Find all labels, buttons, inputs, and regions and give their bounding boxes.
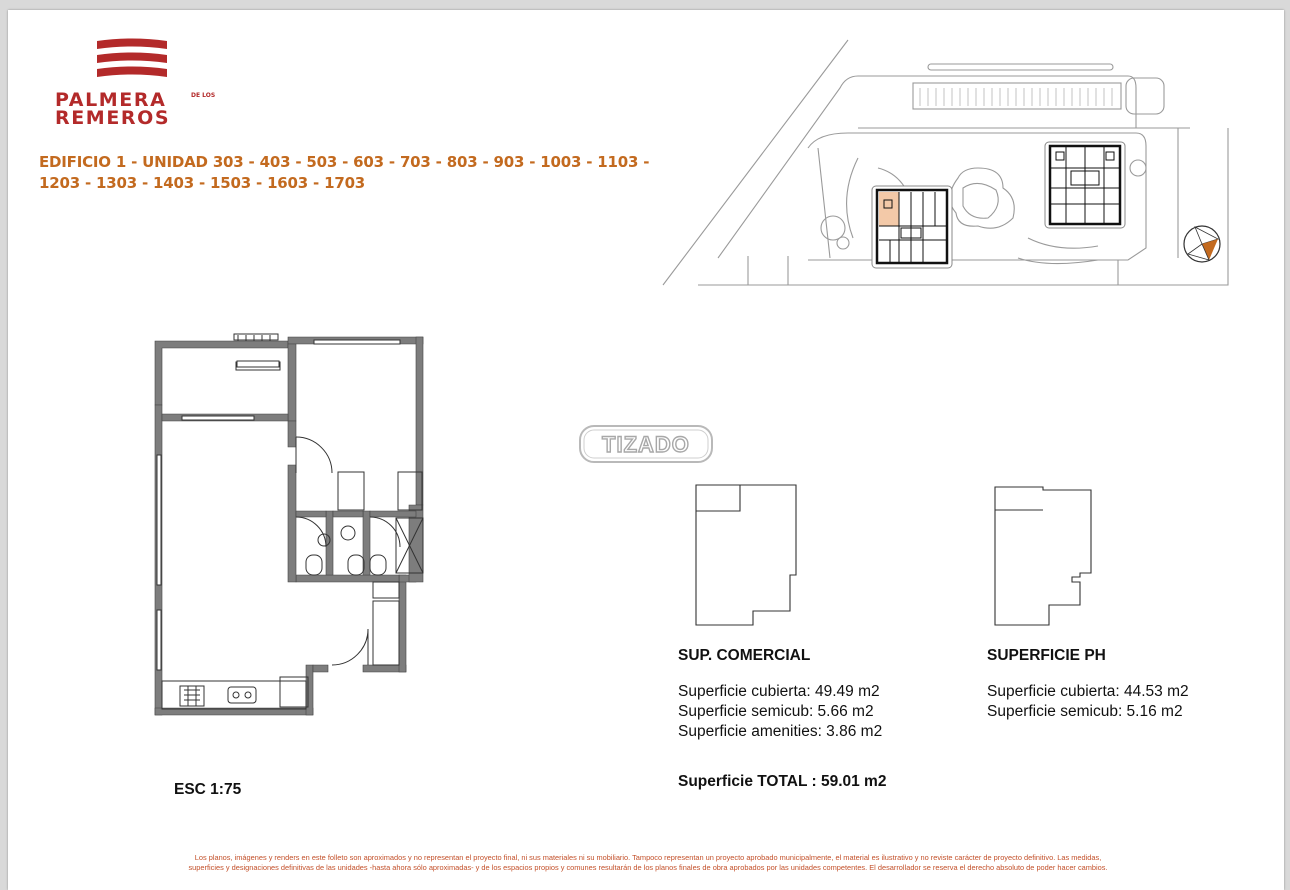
scale-label: ESC 1:75 — [174, 781, 242, 798]
sup-comercial-heading: SUP. COMERCIAL — [678, 647, 811, 664]
units-heading — [39, 152, 659, 194]
sup-comercial-cubierta: Superficie cubierta: 49.49 m2 — [678, 683, 880, 700]
brand-logo — [55, 38, 225, 138]
disclaimer-line1: Los planos, imágenes y renders en este folleto son aproximados y no representan el proyecto final, ni sus materiales ni su mobiliario. Tampoco representan un proyecto aprobado municipalmente, el material es ilustrativo y no reviste carácter de proyecto definitivo. Las medidas, — [194, 853, 1102, 862]
building-2-marker — [1045, 142, 1125, 228]
superficie-ph-heading: SUPERFICIE PH — [987, 647, 1106, 664]
sup-comercial-outline — [690, 483, 798, 628]
site-plan — [658, 28, 1238, 290]
superficie-ph-semicub: Superficie semicub: 5.16 m2 — [987, 703, 1183, 720]
watermark-text: TIZADO — [602, 432, 690, 457]
superficie-total: Superficie TOTAL : 59.01 m2 — [678, 773, 887, 790]
legal-disclaimer — [48, 853, 1248, 873]
north-compass-icon — [1184, 226, 1220, 262]
superficie-ph-cubierta: Superficie cubierta: 44.53 m2 — [987, 683, 1189, 700]
tizado-watermark — [578, 424, 714, 464]
brand-name-line1: PALMERA — [55, 89, 167, 111]
unit-floor-plan — [148, 325, 433, 720]
sup-comercial-amenities: Superficie amenities: 3.86 m2 — [678, 723, 883, 740]
brand-name-de-los: DE LOS — [191, 92, 216, 99]
sup-comercial-semicub: Superficie semicub: 5.66 m2 — [678, 703, 874, 720]
superficie-ph-outline — [989, 485, 1097, 630]
units-heading-line1: EDIFICIO 1 - UNIDAD 303 - 403 - 503 - 603 - 703 - 803 - 903 - 1003 - 1103 - — [39, 153, 650, 171]
brand-name-line2: REMEROS — [55, 107, 171, 129]
disclaimer-line2: superficies y designaciones definitivas de las unidades -hasta ahora sólo aproximadas- y de los espacios propios y comunes resultarán de los planos finales de obra aprobados por las unidades competentes. El desarrollador se reserva el derecho absoluto de poder hacer cambios. — [188, 863, 1108, 872]
brochure-page — [8, 10, 1284, 890]
building-1-marker — [872, 186, 952, 268]
logo-flag-icon — [97, 38, 167, 82]
units-heading-line2: 1203 - 1303 - 1403 - 1503 - 1603 - 1703 — [39, 174, 366, 192]
